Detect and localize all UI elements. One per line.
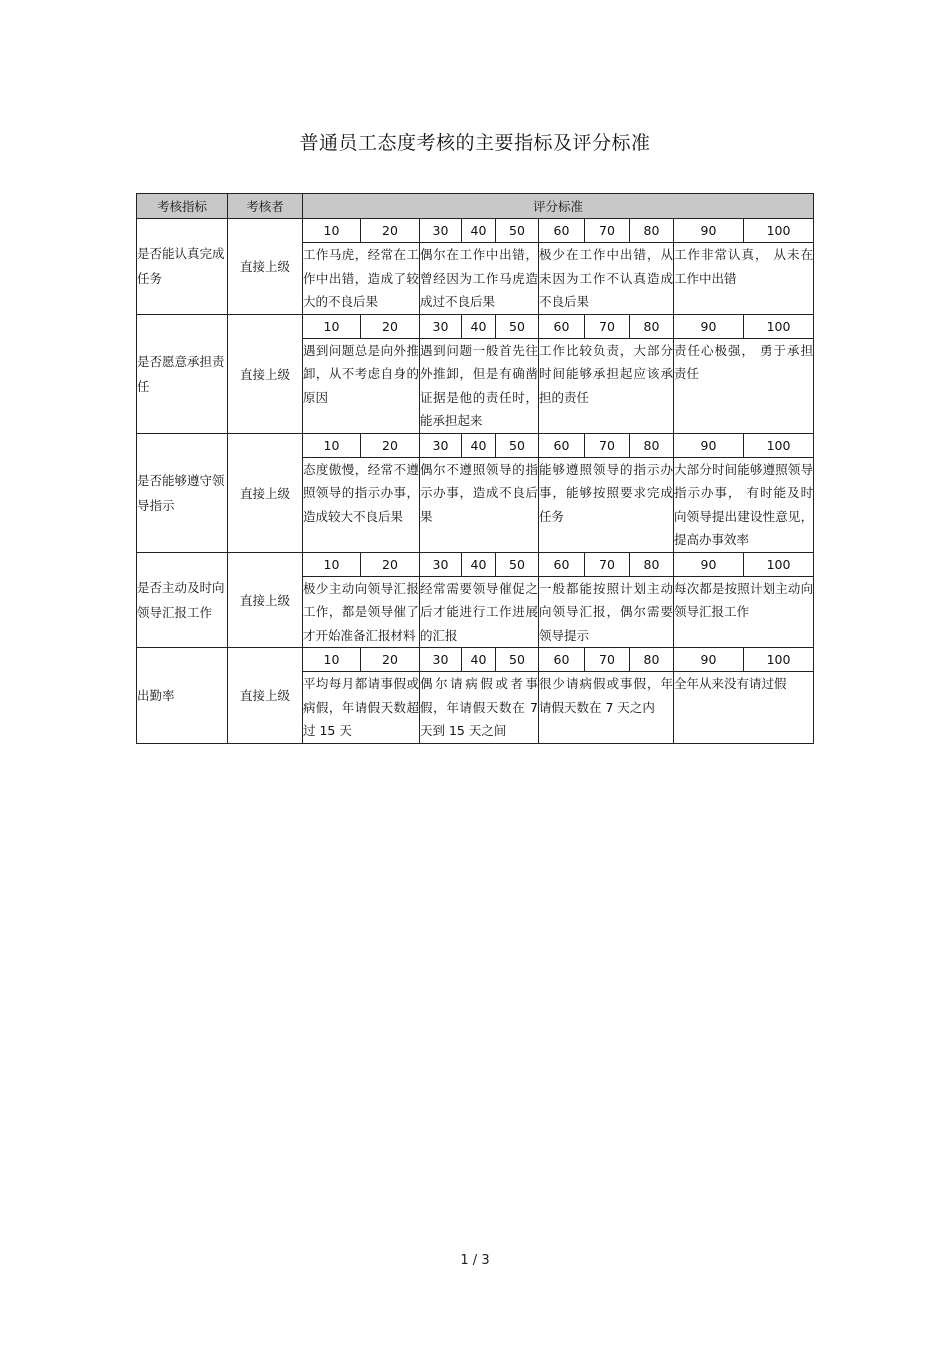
header-evaluator: 考核者 <box>228 194 303 219</box>
score-cell: 100 <box>744 552 814 576</box>
criteria-description: 工作比较负责，大部分时间能够承担起应该承担的责任 <box>539 338 674 433</box>
criteria-description: 极少在工作中出错，从未因为工作不认真造成不良后果 <box>539 243 674 315</box>
criteria-description: 遇到问题一般首先往外推卸，但是有确凿证据是他的责任时，能承担起来 <box>420 338 539 433</box>
criteria-description: 遇到问题总是向外推卸，从不考虑自身的原因 <box>303 338 420 433</box>
score-cell: 10 <box>303 648 361 672</box>
criteria-description: 全年从来没有请过假 <box>674 672 814 744</box>
score-cell: 90 <box>674 219 744 243</box>
header-row <box>137 194 814 219</box>
score-cell: 20 <box>361 648 420 672</box>
evaluator-cell: 直接上级 <box>228 648 303 744</box>
score-cell: 10 <box>303 552 361 576</box>
score-row <box>137 433 814 457</box>
evaluator-cell: 直接上级 <box>228 552 303 648</box>
indicator-cell: 出勤率 <box>137 648 228 744</box>
score-cell: 60 <box>539 219 585 243</box>
score-cell: 50 <box>496 219 539 243</box>
criteria-description: 偶尔在工作中出错，曾经因为工作马虎造成过不良后果 <box>420 243 539 315</box>
score-cell: 30 <box>420 314 462 338</box>
criteria-description: 偶尔请病假或者事假，年请假天数在 7 天到 15 天之间 <box>420 672 539 744</box>
criteria-description: 工作马虎，经常在工作中出错，造成了较大的不良后果 <box>303 243 420 315</box>
score-cell: 40 <box>462 314 496 338</box>
criteria-description: 责任心极强， 勇于承担责任 <box>674 338 814 433</box>
score-cell: 70 <box>585 552 630 576</box>
score-cell: 80 <box>630 219 674 243</box>
score-cell: 50 <box>496 314 539 338</box>
score-cell: 20 <box>361 314 420 338</box>
score-cell: 30 <box>420 552 462 576</box>
score-cell: 100 <box>744 648 814 672</box>
score-cell: 60 <box>539 552 585 576</box>
score-cell: 80 <box>630 314 674 338</box>
score-cell: 100 <box>744 433 814 457</box>
score-cell: 40 <box>462 433 496 457</box>
score-cell: 70 <box>585 219 630 243</box>
score-cell: 90 <box>674 648 744 672</box>
score-cell: 60 <box>539 433 585 457</box>
criteria-description: 大部分时间能够遵照领导指示办事， 有时能及时向领导提出建设性意见， 提高办事效率 <box>674 457 814 552</box>
evaluator-cell: 直接上级 <box>228 219 303 315</box>
criteria-description: 能够遵照领导的指示办事，能够按照要求完成任务 <box>539 457 674 552</box>
score-row <box>137 648 814 672</box>
score-cell: 60 <box>539 314 585 338</box>
score-cell: 100 <box>744 219 814 243</box>
evaluation-table <box>136 193 814 744</box>
criteria-description: 极少主动向领导汇报工作，都是领导催了才开始准备汇报材料 <box>303 576 420 648</box>
criteria-description: 偶尔不遵照领导的指示办事，造成不良后果 <box>420 457 539 552</box>
indicator-cell: 是否能认真完成任务 <box>137 219 228 315</box>
score-cell: 90 <box>674 314 744 338</box>
indicator-cell: 是否能够遵守领导指示 <box>137 433 228 552</box>
score-cell: 100 <box>744 314 814 338</box>
score-cell: 50 <box>496 552 539 576</box>
score-cell: 40 <box>462 648 496 672</box>
score-cell: 30 <box>420 433 462 457</box>
score-cell: 10 <box>303 314 361 338</box>
evaluator-cell: 直接上级 <box>228 314 303 433</box>
criteria-description: 工作非常认真， 从未在工作中出错 <box>674 243 814 315</box>
header-criteria: 评分标准 <box>303 194 814 219</box>
score-cell: 20 <box>361 552 420 576</box>
score-row <box>137 552 814 576</box>
score-cell: 70 <box>585 648 630 672</box>
score-cell: 40 <box>462 219 496 243</box>
header-indicator: 考核指标 <box>137 194 228 219</box>
score-cell: 20 <box>361 433 420 457</box>
score-cell: 60 <box>539 648 585 672</box>
score-cell: 50 <box>496 648 539 672</box>
score-row <box>137 219 814 243</box>
score-cell: 80 <box>630 552 674 576</box>
criteria-description: 很少请病假或事假，年请假天数在 7 天之内 <box>539 672 674 744</box>
indicator-cell: 是否主动及时向领导汇报工作 <box>137 552 228 648</box>
page-number: 1 / 3 <box>460 1253 490 1268</box>
score-cell: 70 <box>585 433 630 457</box>
score-cell: 50 <box>496 433 539 457</box>
evaluator-cell: 直接上级 <box>228 433 303 552</box>
score-cell: 90 <box>674 552 744 576</box>
score-row <box>137 314 814 338</box>
score-cell: 10 <box>303 433 361 457</box>
score-cell: 20 <box>361 219 420 243</box>
score-cell: 70 <box>585 314 630 338</box>
criteria-description: 一般都能按照计划主动向领导汇报，偶尔需要领导提示 <box>539 576 674 648</box>
criteria-description: 态度傲慢，经常不遵照领导的指示办事，造成较大不良后果 <box>303 457 420 552</box>
document-title: 普通员工态度考核的主要指标及评分标准 <box>299 132 651 154</box>
score-cell: 80 <box>630 648 674 672</box>
criteria-description: 经常需要领导催促之后才能进行工作进展的汇报 <box>420 576 539 648</box>
score-cell: 30 <box>420 219 462 243</box>
criteria-description: 平均每月都请事假或病假，年请假天数超过 15 天 <box>303 672 420 744</box>
score-cell: 80 <box>630 433 674 457</box>
criteria-description: 每次都是按照计划主动向领导汇报工作 <box>674 576 814 648</box>
score-cell: 10 <box>303 219 361 243</box>
score-cell: 30 <box>420 648 462 672</box>
score-cell: 40 <box>462 552 496 576</box>
table-body <box>137 219 814 744</box>
indicator-cell: 是否愿意承担责任 <box>137 314 228 433</box>
score-cell: 90 <box>674 433 744 457</box>
